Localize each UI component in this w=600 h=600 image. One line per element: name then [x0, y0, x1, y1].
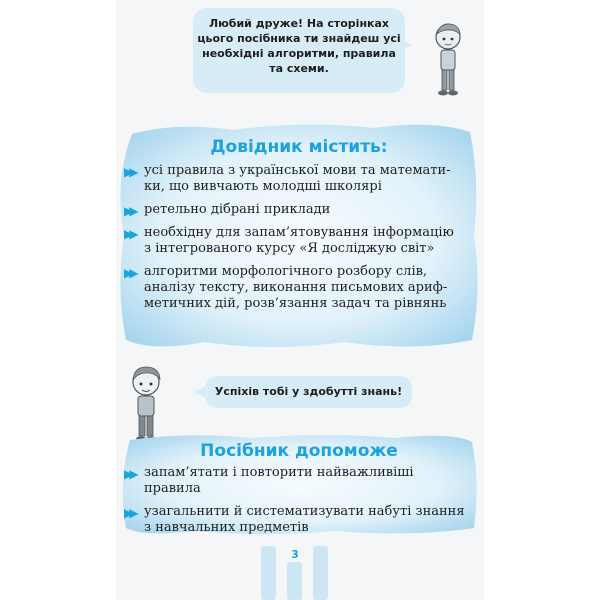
- list-item-line: необхідну для запам’ятовування інформацію: [144, 225, 454, 240]
- double-arrow-icon: ▶▶: [124, 227, 135, 241]
- double-arrow-icon: ▶▶: [124, 165, 135, 179]
- double-arrow-icon: ▶▶: [124, 204, 135, 218]
- list-item-line: запам’ятати і повторити найважливіші правила: [144, 465, 414, 496]
- help-list: [124, 465, 469, 543]
- bubble-line: необхідні алгоритми, правила: [202, 47, 396, 60]
- boy-illustration-top: [428, 20, 468, 100]
- double-arrow-icon: ▶▶: [124, 506, 135, 520]
- list-item: [124, 264, 464, 312]
- list-item-line: узагальнити й систематизувати набуті знання: [144, 504, 465, 519]
- list-item-line: алгоритми морфологічного розбору слів,: [144, 264, 428, 279]
- list-item-line: метичних дій, розв’язання задач та рівнянь: [144, 296, 447, 311]
- list-item: [124, 163, 464, 195]
- list-item-line: усі правила з української мови та математи-: [144, 163, 451, 178]
- bubble-line: та схеми.: [269, 62, 329, 75]
- double-arrow-icon: ▶▶: [124, 467, 135, 481]
- list-item: [124, 504, 469, 536]
- bubble-line: цього посібника ти знайдеш усі: [197, 32, 401, 45]
- reference-list: [124, 163, 464, 319]
- decorative-tab: [313, 546, 328, 600]
- decorative-tab: [287, 562, 302, 600]
- speech-bubble-middle-text: Успіхів тобі у здобутті знань!: [214, 385, 403, 398]
- list-item-line: ретельно дібрані приклади: [144, 202, 331, 217]
- help-panel-title: Посібник допоможе: [200, 441, 398, 461]
- double-arrow-icon: ▶▶: [124, 266, 135, 280]
- bubble-line: Любий друже! На сторінках: [208, 17, 390, 30]
- list-item-line: аналізу тексту, виконання письмових ариф-: [144, 280, 448, 295]
- speech-bubble-top-text: [196, 16, 402, 76]
- page-number: 3: [291, 548, 299, 561]
- list-item-line: з навчальних предметів: [144, 520, 309, 535]
- list-item: [124, 465, 469, 497]
- list-item: [124, 202, 464, 218]
- list-item: [124, 225, 464, 257]
- list-item-line: ки, що вивчають молодші школярі: [144, 179, 382, 194]
- list-item-line: з інтегрованого курсу «Я досліджую світ»: [144, 241, 435, 256]
- reference-panel-title: Довідник містить:: [210, 137, 388, 157]
- decorative-tab: [261, 546, 276, 600]
